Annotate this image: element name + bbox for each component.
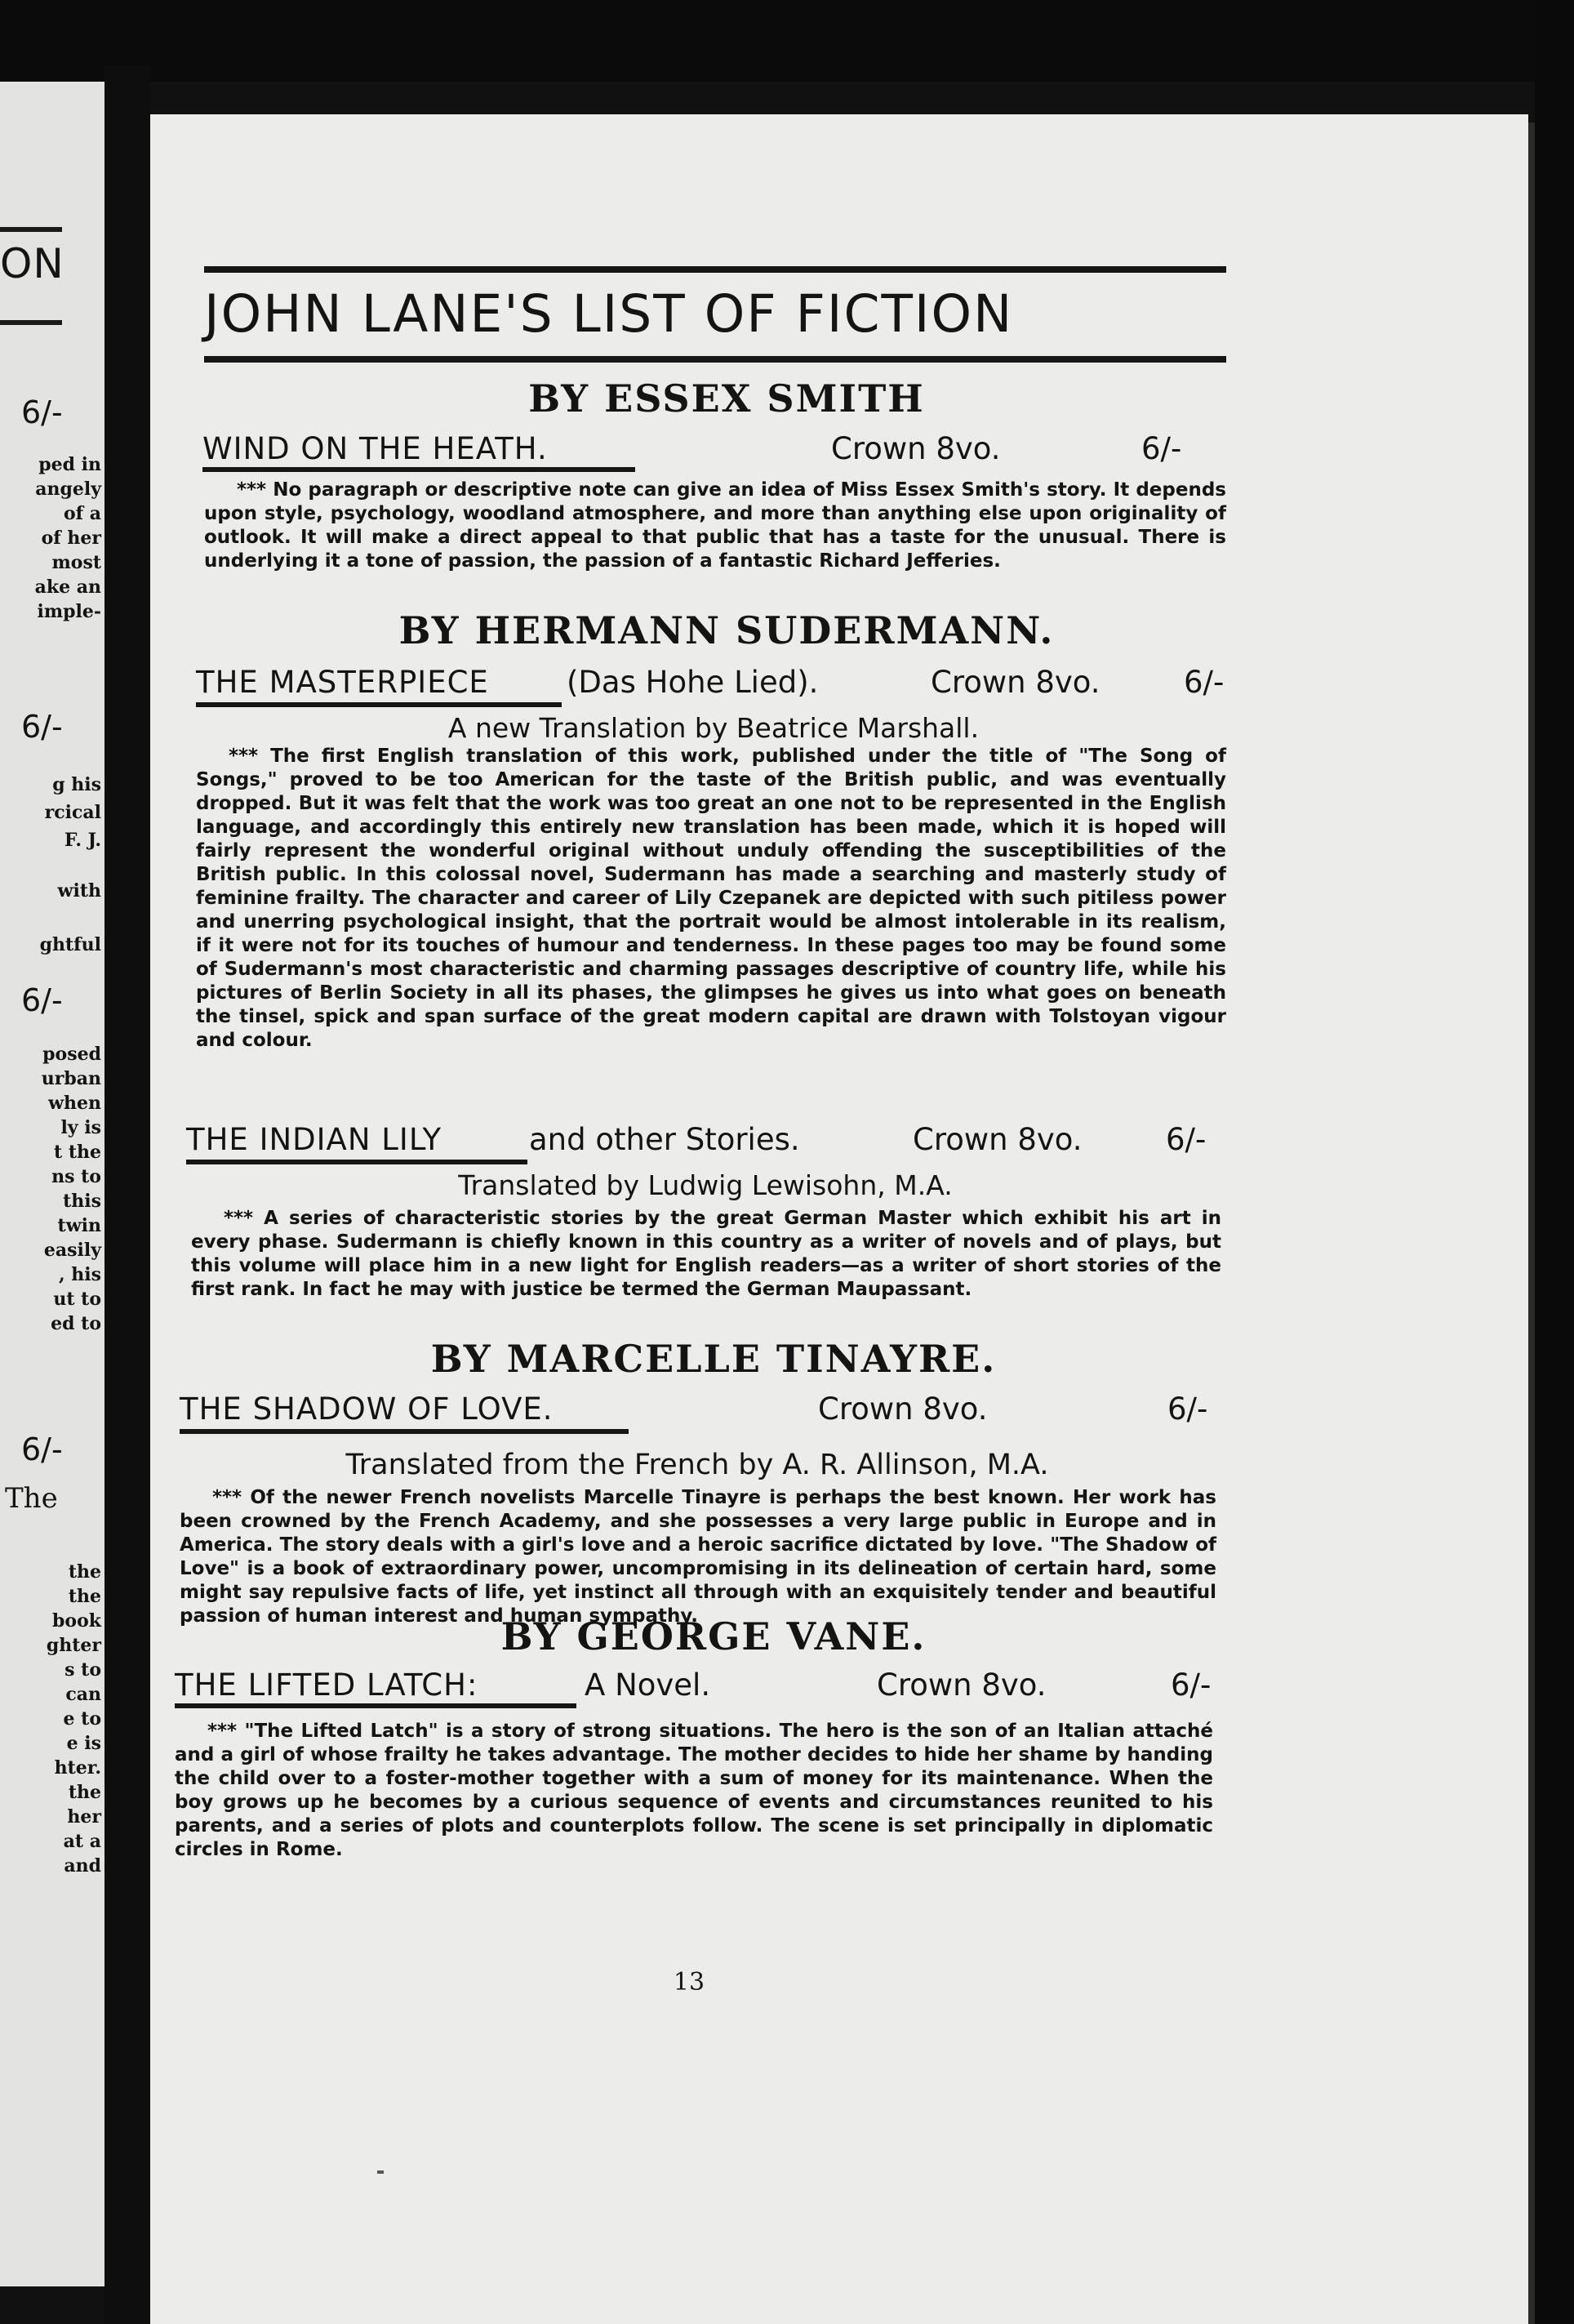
left-text-line: rcical xyxy=(44,802,101,823)
left-heading-fragment: ON xyxy=(0,240,64,287)
left-text-line: book xyxy=(52,1610,101,1632)
left-heading-rule-top xyxy=(0,227,62,232)
book-description: *** Of the newer French novelists Marcelle Tinayre is perhaps the best known. Her work has been crowned by the French Academy, and she possesses a very large public in Europe and in America. The story deals with a girl's love and a heroic sacrifice dictated by love. "The Shadow of Love" is a book of extraordinary power, uncompromising in its delineation of certain hard, some might say repulsive facts of life, yet instinct all through with an exquisitely tender and beautiful passion of human interest and human sympathy. xyxy=(180,1487,1216,1627)
left-text-line: ped in xyxy=(38,454,101,475)
left-text-line: this xyxy=(63,1191,101,1212)
left-text-line: ghter xyxy=(46,1635,101,1656)
book-format: Crown 8vo. xyxy=(913,1122,1083,1157)
left-heading-rule-bottom xyxy=(0,320,62,325)
book-title-underline xyxy=(196,702,562,707)
left-text-line: the xyxy=(68,1782,101,1803)
left-text-line: ed to xyxy=(51,1313,101,1334)
book-description: *** The first English translation of this work, published under the title of "The Song of Songs," proved to be too American for the taste of the British public, and was eventually dropped. But it was felt that the work was too great an one not to be represented in the English language, and accordingly this entirely new translation has been made, which it is hoped will fairly represent the wonderful original without unduly offending the susceptibilities of the British public. In this colossal novel, Sudermann has made a searching and masterly study of feminine frailty. The character and career of Lily Czepanek are depicted with such pitiless power and unerring psychological insight, that the portrait would be almost intolerable in its realism, if it were not for its touches of humour and tenderness. In these pages too may be found some of Sudermann's most characteristic and charming passages descriptive of country life, while his pictures of Berlin Society in all its phases, the glimpses he gives us into what goes on beneath the tinsel, spick and span surface of the great modern capital are drawn with Tolstoyan vigour and colour. xyxy=(196,746,1226,1051)
left-text-line: hter. xyxy=(54,1757,101,1779)
page-edge xyxy=(1528,122,1535,2324)
left-text-line: F. J. xyxy=(64,830,101,851)
book-title: THE SHADOW OF LOVE. xyxy=(180,1391,554,1427)
author-heading: BY MARCELLE TINAYRE. xyxy=(430,1337,997,1381)
book-subtitle: and other Stories. xyxy=(529,1122,800,1157)
translator-note: Translated from the French by A. R. Allinson, M.A. xyxy=(345,1449,1049,1481)
author-heading: BY HERMANN SUDERMANN. xyxy=(398,608,1055,652)
left-text-line: of her xyxy=(41,528,101,549)
left-text-line: the xyxy=(68,1586,101,1607)
translator-note: Translated by Ludwig Lewisohn, M.A. xyxy=(458,1169,953,1201)
book-entry-the-shadow-of-love xyxy=(180,1385,1241,1434)
left-text-line: urban xyxy=(41,1068,101,1089)
left-text-line: , his xyxy=(58,1264,101,1285)
book-title-underline xyxy=(180,1429,629,1434)
page-title: JOHN LANE'S LIST OF FICTION xyxy=(204,284,1014,344)
book-format: Crown 8vo. xyxy=(931,665,1100,700)
author-heading: BY ESSEX SMITH xyxy=(528,376,925,421)
book-price: 6/- xyxy=(1166,1122,1207,1157)
book-price: 6/- xyxy=(1141,431,1182,466)
left-price-3: 6/- xyxy=(21,982,63,1018)
left-text-line: posed xyxy=(42,1044,101,1065)
book-title: THE INDIAN LILY xyxy=(186,1122,442,1157)
translator-note: A new Translation by Beatrice Marshall. xyxy=(447,712,980,744)
book-description: *** No paragraph or descriptive note can give an idea of Miss Essex Smith's story. It depends upon style, psychology, woodland atmosphere, and more than anything else upon originality of outlook. It will make a direct appeal to that public that has a taste for the unusual. There is underlying it a tone of passion, the passion of a fantastic Richard Jefferies. xyxy=(204,479,1226,572)
title-rule-bottom xyxy=(204,356,1226,363)
left-text-line: most xyxy=(51,552,101,573)
book-title: WIND ON THE HEATH. xyxy=(202,431,548,466)
left-text-line: when xyxy=(48,1093,101,1114)
left-price-2: 6/- xyxy=(21,709,63,745)
left-text-line: twin xyxy=(57,1215,101,1236)
left-text-line: her xyxy=(67,1806,101,1828)
title-rule-top xyxy=(204,266,1226,273)
book-format: Crown 8vo. xyxy=(831,431,1001,466)
left-text-the: The xyxy=(5,1482,58,1515)
book-description: *** "The Lifted Latch" is a story of strong situations. The hero is the son of an Italian attaché and a girl of whose frailty he takes advantage. The mother decides to hide her shame by handing the child over to a foster-mother together with a sum of money for its maintenance. When the boy grows up he becomes by a curious sequence of events and circumstances reunited to his parents, and a series of plots and counterplots follow. The scene is set principally in diplomatic circles in Rome. xyxy=(175,1721,1213,1860)
book-price: 6/- xyxy=(1184,665,1225,700)
book-price: 6/- xyxy=(1167,1391,1208,1427)
book-format: Crown 8vo. xyxy=(877,1667,1047,1703)
book-title: THE LIFTED LATCH: xyxy=(175,1667,478,1703)
book-entry-the-masterpiece xyxy=(196,658,1257,707)
catalogue-page xyxy=(150,114,1528,2324)
page-number: 13 xyxy=(673,1968,705,1997)
print-speck xyxy=(377,2170,384,2174)
left-text-line: ut to xyxy=(53,1289,101,1310)
book-format: Crown 8vo. xyxy=(818,1391,988,1427)
book-title: THE MASTERPIECE xyxy=(196,665,489,700)
book-entry-the-indian-lily xyxy=(186,1115,1247,1164)
left-text-line: ghtful xyxy=(39,934,101,955)
scan-border-top xyxy=(0,0,1574,82)
book-entry-the-lifted-latch xyxy=(175,1661,1236,1710)
left-text-line: with xyxy=(57,880,101,902)
left-text-line: t the xyxy=(54,1142,101,1163)
left-text-line: at a xyxy=(63,1831,101,1852)
left-text-line: easily xyxy=(43,1240,101,1261)
left-text-line: imple- xyxy=(37,601,101,622)
left-text-line: s to xyxy=(64,1659,101,1681)
left-text-line: g his xyxy=(52,774,101,795)
left-text-line: the xyxy=(68,1561,101,1583)
book-title-underline xyxy=(175,1703,576,1708)
book-gutter xyxy=(104,65,150,2324)
left-text-line: angely xyxy=(35,479,101,500)
left-text-line: of a xyxy=(63,503,101,524)
left-price-1: 6/- xyxy=(21,394,63,430)
left-text-line: can xyxy=(65,1684,101,1705)
book-subtitle: A Novel. xyxy=(585,1667,711,1703)
left-text-line: and xyxy=(64,1855,101,1877)
left-text-line: ake an xyxy=(34,577,101,598)
book-price: 6/- xyxy=(1171,1667,1212,1703)
book-entry-wind-on-the-heath xyxy=(202,425,1264,474)
left-text-line: ns to xyxy=(51,1166,101,1187)
book-description: *** A series of characteristic stories by the great German Master which exhibit his art in every phase. Sudermann is chiefly known in this country as a writer of novels and of plays, but this volume will place him in a new light for English readers—as a writer of short stories of the first rank. In fact he may with justice be termed the German Maupassant. xyxy=(191,1208,1221,1300)
left-text-line: e to xyxy=(63,1708,101,1730)
left-price-4: 6/- xyxy=(21,1431,63,1467)
book-subtitle: (Das Hohe Lied). xyxy=(567,665,819,700)
scan-border-right xyxy=(1535,0,1574,2324)
left-text-line: e is xyxy=(66,1733,101,1754)
author-heading: BY GEORGE VANE. xyxy=(500,1614,927,1658)
left-text-line: ly is xyxy=(60,1117,101,1138)
left-page-fragment xyxy=(0,82,104,2286)
book-title-underline xyxy=(202,467,635,472)
book-title-underline xyxy=(186,1160,527,1164)
